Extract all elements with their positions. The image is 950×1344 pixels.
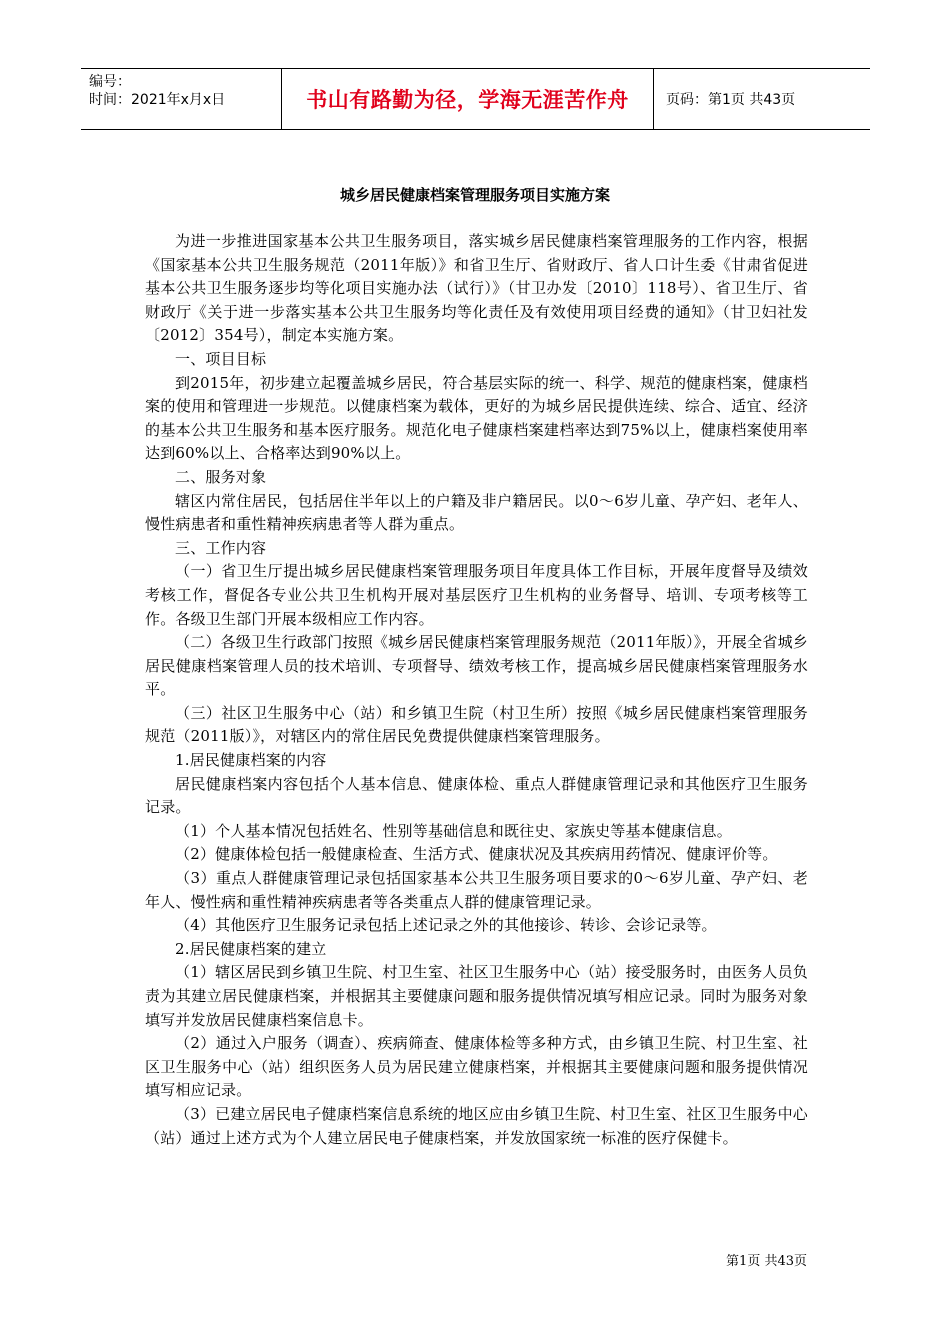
header-page-info: 页码：第1页 共43页 [666, 92, 796, 108]
subheading-archive-setup: 2.居民健康档案的建立 [175, 939, 327, 958]
section-heading-targets: 二、服务对象 [175, 467, 267, 486]
document-body [145, 230, 808, 1150]
subheading-archive-content: 1.居民健康档案的内容 [175, 751, 327, 770]
paragraph-work-1: （一）省卫生厅提出城乡居民健康档案管理服务项目年度具体工作目标，开展年度督导及绩效考核工作，督促各专业公共卫生机构开展对基层医疗卫生机构的业务督导、培训、专项考核等工作。各级卫生部门开展本级相应工作内容。 [145, 562, 808, 628]
paragraph-item-4: （4）其他医疗卫生服务记录包括上述记录之外的其他接诊、转诊、会诊记录等。 [175, 916, 717, 935]
paragraph-targets: 辖区内常住居民，包括居住半年以上的户籍及非户籍居民。以0～6岁儿童、孕产妇、老年人、慢性病患者和重性精神疾病患者等人群为重点。 [145, 491, 808, 534]
paragraph-setup-3: （3）已建立居民电子健康档案信息系统的地区应由乡镇卫生院、村卫生室、社区卫生服务中心（站）通过上述方式为个人建立居民电子健康档案，并发放国家统一标准的医疗保健卡。 [145, 1104, 808, 1147]
paragraph-item-3: （3）重点人群健康管理记录包括国家基本公共卫生服务项目要求的0～6岁儿童、孕产妇、老年人、慢性病和重性精神疾病患者等各类重点人群的健康管理记录。 [145, 869, 808, 911]
header-meta-cell [81, 69, 282, 129]
header-page-cell [654, 69, 870, 129]
document-date-label: 时间：2021年x月x日 [89, 92, 226, 108]
paragraph-setup-1: （1）辖区居民到乡镇卫生院、村卫生室、社区卫生服务中心（站）接受服务时，由医务人员负责为其建立居民健康档案，并根据其主要健康问题和服务提供情况填写相应记录。同时为服务对象填写并发放居民健康档案信息卡。 [145, 963, 808, 1029]
paragraph-intro: 为进一步推进国家基本公共卫生服务项目，落实城乡居民健康档案管理服务的工作内容，根据《国家基本公共卫生服务规范（2011年版）》和省卫生厅、省财政厅、省人口计生委《甘肃省促进基本公共卫生服务逐步均等化项目实施办法（试行）》（甘卫办发〔2010〕118号）、省卫生厅、省财政厅《关于进一步落实基本公共卫生服务均等化责任及有效使用项目经费的通知》（甘卫妇社发〔2012〕354号），制定本实施方案。 [145, 232, 808, 345]
paragraph-item-1: （1）个人基本情况包括姓名、性别等基础信息和既往史、家族史等基本健康信息。 [175, 821, 732, 840]
paragraph-archive-content: 居民健康档案内容包括个人基本信息、健康体检、重点人群健康管理记录和其他医疗卫生服务记录。 [145, 774, 808, 817]
motto-text: 书山有路勤为径，学海无涯苦作舟 [306, 88, 629, 112]
paragraph-work-3: （三）社区卫生服务中心（站）和乡镇卫生院（村卫生所）按照《城乡居民健康档案管理服务规范（2011版）》，对辖区内的常住居民免费提供健康档案管理服务。 [145, 703, 808, 746]
paragraph-goals: 到2015年，初步建立起覆盖城乡居民，符合基层实际的统一、科学、规范的健康档案，健康档案的使用和管理进一步规范。以健康档案为载体，更好的为城乡居民提供连续、综合、适宜、经济的基本公共卫生服务和基本医疗服务。规范化电子健康档案建档率达到75%以上，健康档案使用率达到60%以上、合格率达到90%以上。 [145, 373, 808, 463]
paragraph-setup-2: （2）通过入户服务（调查）、疾病筛查、健康体检等多种方式，由乡镇卫生院、村卫生室、社区卫生服务中心（站）组织医务人员为居民建立健康档案，并根据其主要健康问题和服务提供情况填写相应记录。 [145, 1034, 808, 1100]
document-title: 城乡居民健康档案管理服务项目实施方案 [339, 186, 610, 204]
section-heading-goals: 一、项目目标 [175, 349, 267, 368]
paragraph-work-2: （二）各级卫生行政部门按照《城乡居民健康档案管理服务规范（2011年版）》，开展全省城乡居民健康档案管理人员的技术培训、专项督导、绩效考核工作，提高城乡居民健康档案管理服务水平。 [145, 633, 808, 699]
section-heading-work: 三、工作内容 [175, 538, 267, 557]
header-motto-cell [282, 69, 654, 129]
header-table [81, 68, 870, 130]
document-number-label: 编号： [89, 74, 131, 90]
page-footer: 第1页 共43页 [726, 1254, 807, 1269]
paragraph-item-2: （2）健康体检包括一般健康检查、生活方式、健康状况及其疾病用药情况、健康评价等。 [175, 845, 778, 864]
